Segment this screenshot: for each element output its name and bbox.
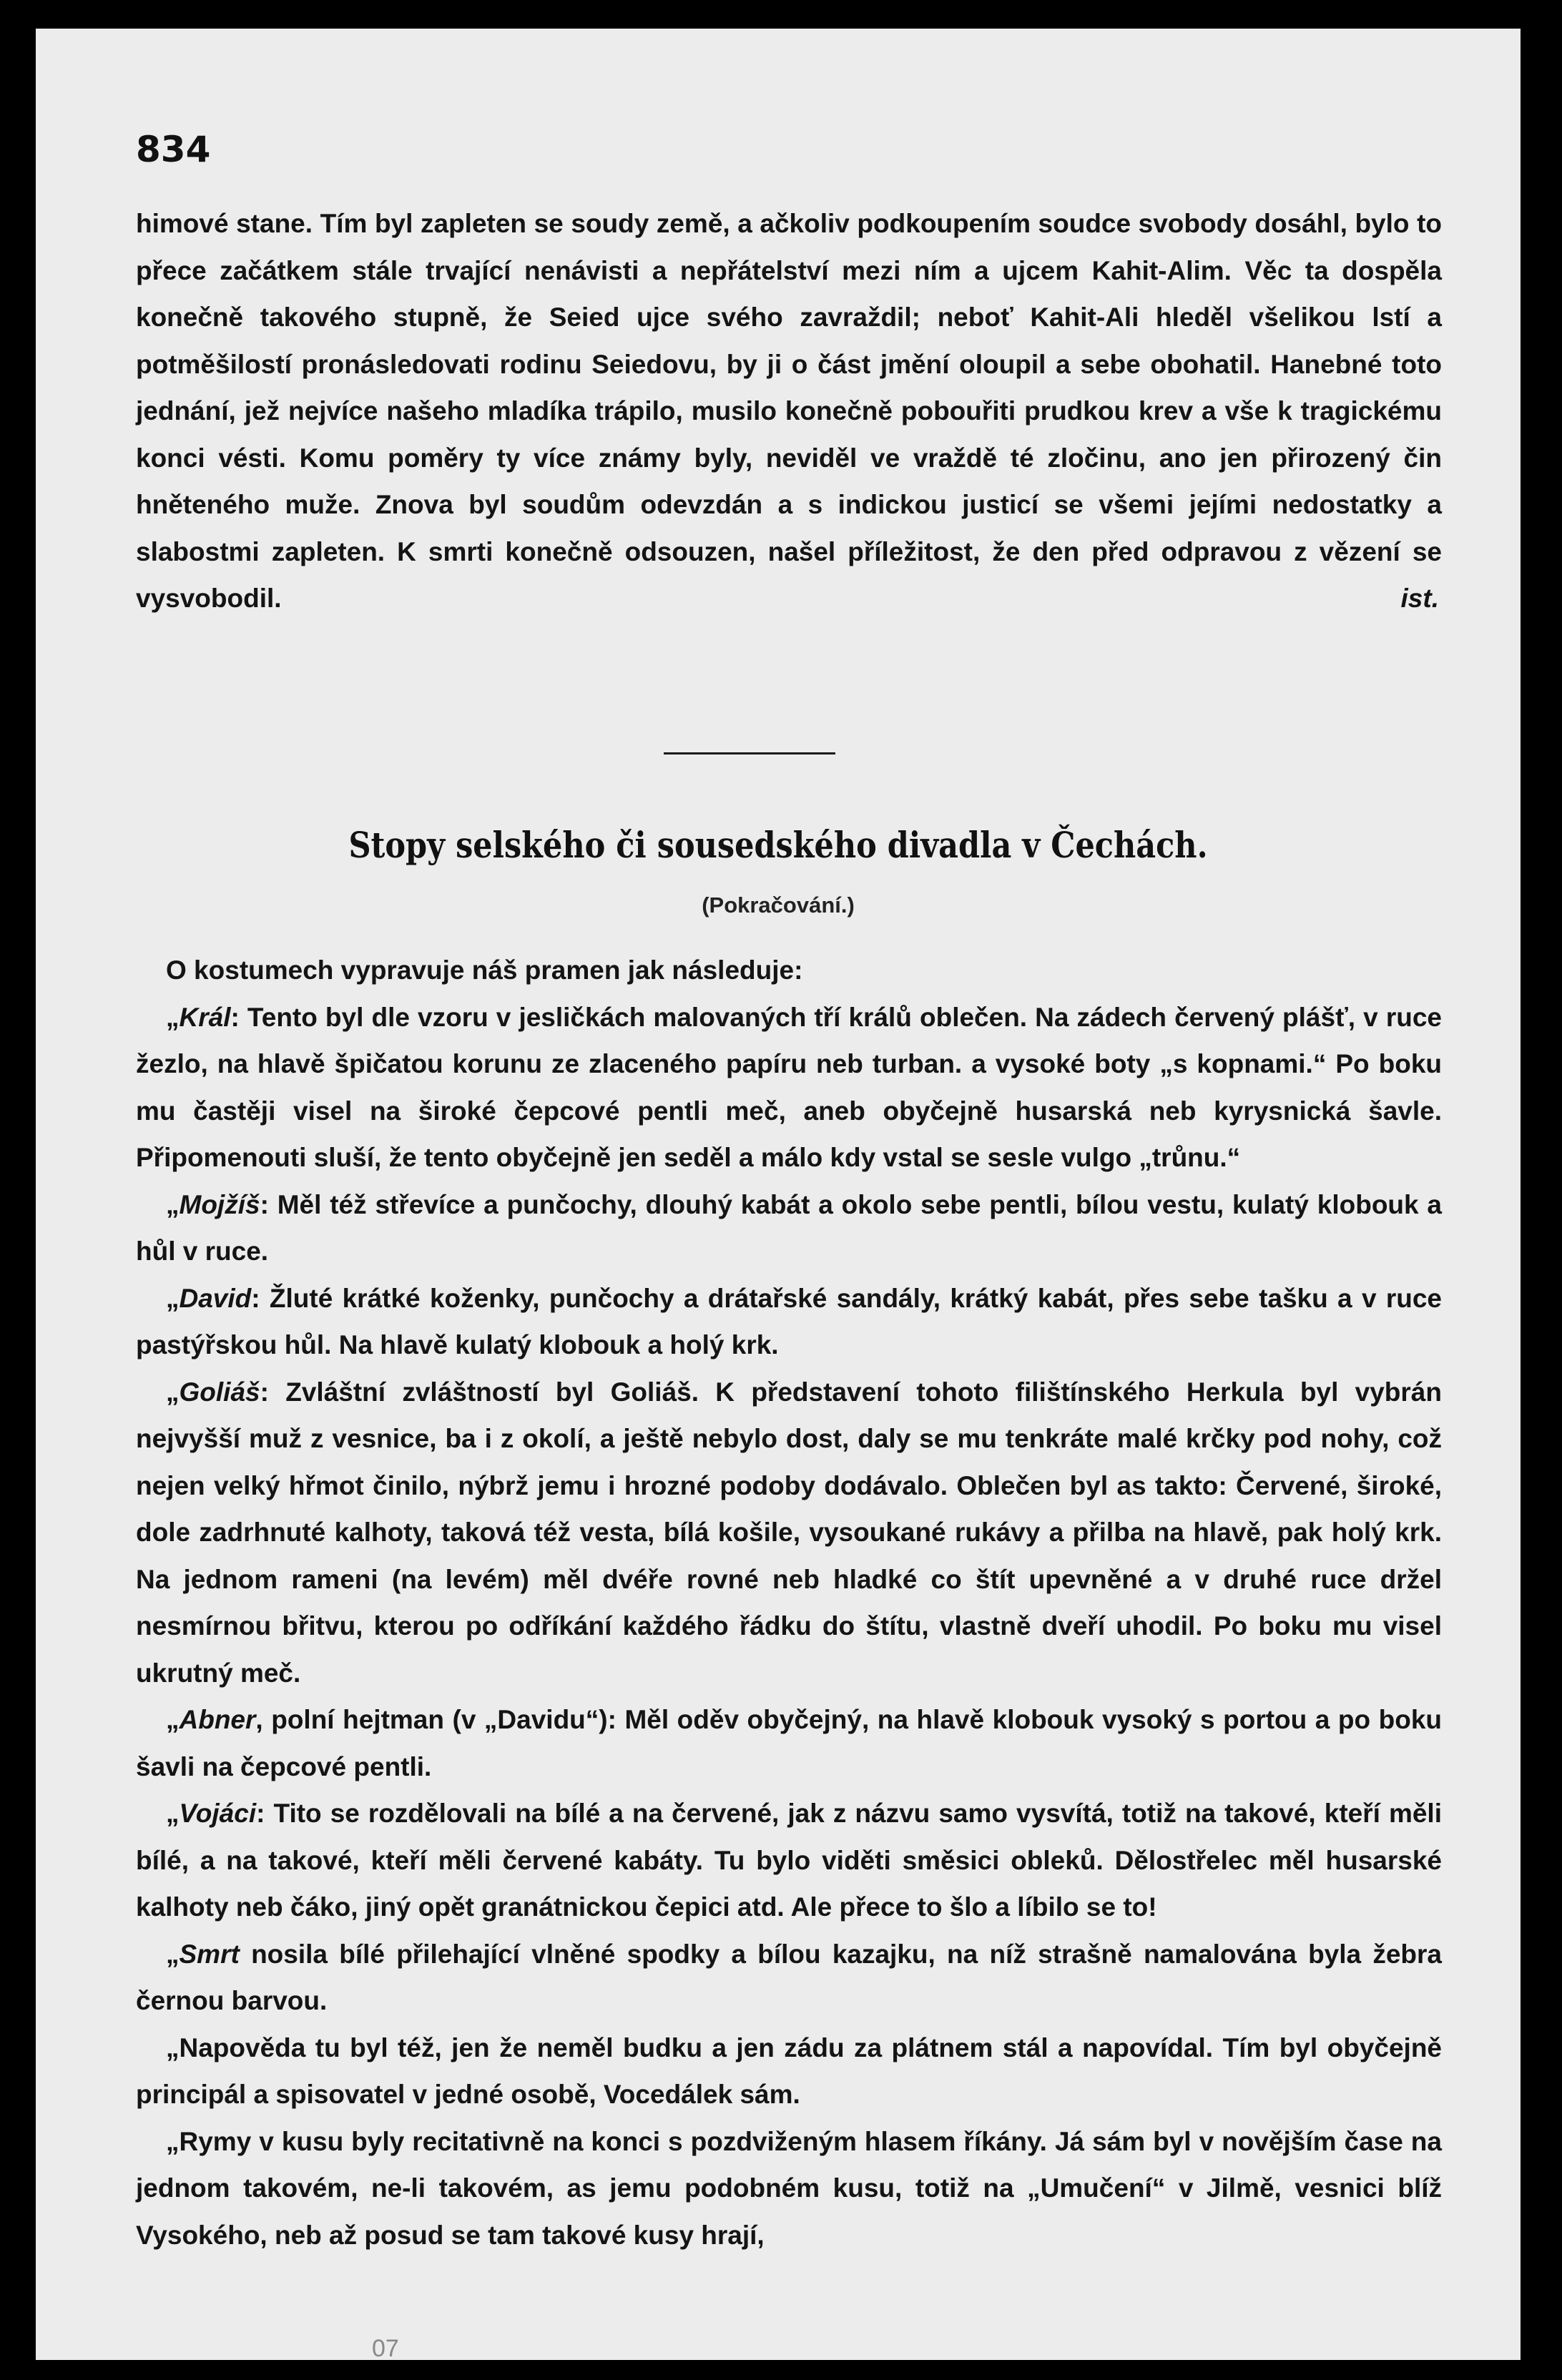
role-name: David: [179, 1283, 252, 1313]
open-quote: „: [166, 1799, 180, 1828]
separator: :: [251, 1283, 270, 1313]
article-title: Stopy selského či sousedského divadla v Čechách.: [348, 824, 1208, 866]
role-name: Král: [179, 1002, 231, 1032]
intro-paragraph: himové stane. Tím byl zapleten se soudy země, a ačkoliv podkoupením soudce svobody dosáhl, bylo to přece začátkem stále trvající nenávisti a nepřátelství mezi ním a ujcem Kahit-Alim. Věc ta dospěla konečně takového stupně, že Seied ujce svého zavraždil; neboť Kahit-Ali hleděl všelikou lstí a potměšilostí pronásledovati rodinu Seiedovu, by ji o část jmění oloupil a sebe obohatil. Hanebné toto jednání, jež nejvíce našeho mladíka trápilo, musilo konečně pobouřiti prudkou krev a vše k tragickému konci vésti. Komu poměry ty více známy byly, neviděl ve vraždě té zločinu, ano jen přirozený čin hněteného muže. Znova byl soudům odevzdán a s indickou justicí se všemi jejími nedostatky a slabostmi zapleten. K smrti konečně odsouzen, našel příležitost, že den před odpravou z vězení se vysvobodil.: [136, 209, 1442, 613]
page-number: 834: [136, 129, 211, 170]
costume-entry: [136, 1790, 1442, 1931]
open-quote: „: [166, 2032, 180, 2062]
open-quote: „: [166, 1002, 180, 1032]
role-name: Mojžíš: [179, 1189, 260, 1219]
costume-entry: [136, 1696, 1442, 1790]
role-name: Abner: [179, 1705, 256, 1734]
separator: :: [260, 1377, 286, 1407]
costume-entry: [136, 1931, 1442, 2025]
entry-text: Tito se rozdělovali na bílé a na červené, jak z názvu samo vysvítá, totiž na takové, kteří měli bílé, a na takové, kteří měli červené kabáty. Tu bylo viděti směsici obleků. Dělostřelec měl husarské kalhoty neb čáko, jiný opět granátnickou čepici atd. Ale přece to šlo a líbilo se to!: [136, 1799, 1442, 1922]
costume-entry: [136, 2118, 1442, 2259]
entry-text: Napověda tu byl též, jen že neměl budku a jen zádu za plátnem stál a napovídal. Tím byl obyčejně principál a spisovatel v jedné osobě, Vocedálek sám.: [136, 2032, 1442, 2109]
open-quote: „: [166, 1705, 180, 1734]
open-quote: „: [166, 1283, 180, 1313]
open-quote: „: [166, 2126, 180, 2156]
separator: :: [230, 1002, 247, 1032]
article-lead: O kostumech vypravuje náš pramen jak následuje:: [166, 955, 803, 985]
entry-text: Měl též střevíce a punčochy, dlouhý kabát a okolo sebe pentli, bílou vestu, kulatý klobouk a hůl v ruce.: [136, 1189, 1442, 1266]
entry-text: Žluté krátké koženky, punčochy a drátařské sandály, krátký kabát, přes sebe tašku a v ruce pastýřskou hůl. Na hlavě kulatý klobouk a holý krk.: [136, 1283, 1442, 1359]
costume-entry: [136, 994, 1442, 1181]
separator: ,: [255, 1705, 272, 1734]
role-name: Vojáci: [179, 1799, 257, 1828]
author-signature: ist.: [1400, 584, 1439, 613]
article-subtitle: (Pokračování.): [702, 892, 855, 918]
separator: [240, 1939, 251, 1969]
bleed-through-mark: 07: [372, 2335, 399, 2360]
role-name: Goliáš: [179, 1377, 260, 1407]
intro-continuation: [136, 200, 1442, 622]
entry-text: Rymy v kusu byly recitativně na konci s pozdviženým hlasem říkány. Já sám byl v novějším čase na jednom takovém, ne-li takovém, as jemu podobném kusu, totiž na „Umučení“ v Jilmě, vesnici blíž Vysokého, neb až posud se tam takové kusy hrají,: [136, 2126, 1442, 2250]
separator: :: [260, 1189, 277, 1219]
section-divider: [664, 752, 835, 754]
role-name: Smrt: [179, 1939, 240, 1969]
separator: :: [256, 1799, 274, 1828]
costume-entry: [136, 1275, 1442, 1369]
costume-entry: [136, 1369, 1442, 1697]
open-quote: „: [166, 1939, 180, 1969]
costume-entry: [136, 1181, 1442, 1275]
costume-entry: [136, 2025, 1442, 2118]
entry-text: nosila bílé přilehající vlněné spodky a bílou kazajku, na níž strašně namalována byla žebra černou barvou.: [136, 1939, 1442, 2015]
entry-text: polní hejtman (v „Davidu“): Měl oděv obyčejný, na hlavě klobouk vysoký s portou a po boku šavli na čepcové pentli.: [136, 1705, 1442, 1781]
entry-text: Tento byl dle vzoru v jesličkách malovaných tří králů oblečen. Na zádech červený plášť, v ruce žezlo, na hlavě špičatou korunu ze zlaceného papíru neb turban. a vysoké boty „s kopnami.“ Po boku mu častěji visel na široké čepcové pentli meč, aneb obyčejně husarská neb kyrysnická šavle. Připomenouti sluší, že tento obyčejně jen seděl a málo kdy vstal se sesle vulgo „trůnu.“: [136, 1002, 1442, 1172]
article-body: [136, 947, 1442, 2258]
open-quote: „: [166, 1377, 180, 1407]
open-quote: „: [166, 1189, 180, 1219]
entry-text: Zvláštní zvláštností byl Goliáš. K představení tohoto filištínského Herkula byl vybrán nejvyšší muž z vesnice, ba i z okolí, a ještě nebylo dost, daly se mu tenkráte malé krčky pod nohy, což nejen velký hřmot činilo, nýbrž jemu i hrozné podoby dodávalo. Oblečen byl as takto: Červené, široké, dole zadrhnuté kalhoty, taková též vesta, bílá košile, vysoukané rukávy a přilba na hlavě, pak holý krk. Na jednom rameni (na levém) měl dvéře rovné neb hladké co štít upevněné a v druhé ruce držel nesmírnou břitvu, kterou po odříkání každého řádku do štítu, vlastně dveří uhodil. Po boku mu visel ukrutný meč.: [136, 1377, 1442, 1688]
document-page: [36, 29, 1521, 2360]
